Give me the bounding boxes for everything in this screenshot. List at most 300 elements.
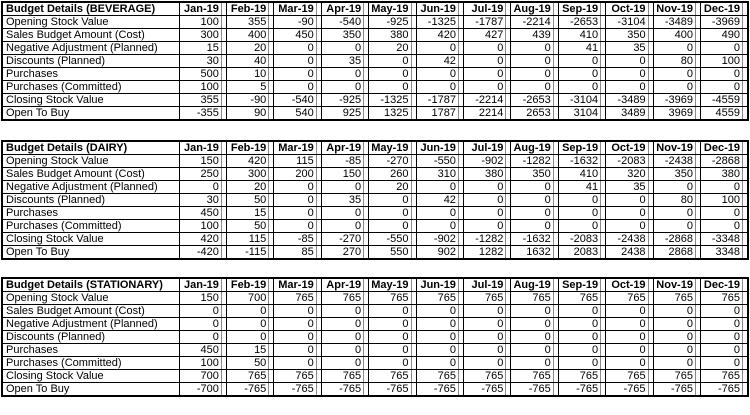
value-cell[interactable]: 0 [558,357,605,370]
value-cell[interactable]: 35 [606,42,653,55]
value-cell[interactable]: 0 [606,81,653,94]
value-cell[interactable]: -4559 [700,94,748,107]
month-header[interactable]: Jul-19 [463,141,510,155]
value-cell[interactable]: 0 [369,318,416,331]
value-cell[interactable]: -3348 [700,233,748,246]
value-cell[interactable]: 0 [653,207,700,220]
value-cell[interactable]: 0 [653,318,700,331]
value-cell[interactable]: -550 [416,155,463,168]
value-cell[interactable]: 0 [463,357,510,370]
value-cell[interactable]: 0 [274,318,321,331]
value-cell[interactable]: -765 [558,383,605,397]
value-cell[interactable]: 0 [274,357,321,370]
value-cell[interactable]: 115 [274,155,321,168]
row-label[interactable]: Purchases [2,344,179,357]
value-cell[interactable]: 0 [369,331,416,344]
value-cell[interactable]: 0 [369,194,416,207]
value-cell[interactable]: 310 [416,168,463,181]
month-header[interactable]: Jan-19 [179,278,226,292]
value-cell[interactable]: 0 [558,318,605,331]
month-header[interactable]: Sep-19 [558,141,605,155]
row-label[interactable]: Purchases (Committed) [2,357,179,370]
value-cell[interactable]: 0 [274,42,321,55]
value-cell[interactable]: 0 [416,42,463,55]
month-header[interactable]: Mar-19 [274,141,321,155]
value-cell[interactable]: 0 [274,68,321,81]
month-header[interactable]: Sep-19 [558,278,605,292]
table-title[interactable]: Budget Details (DAIRY) [2,141,179,155]
value-cell[interactable]: -765 [416,383,463,397]
value-cell[interactable]: 0 [558,194,605,207]
value-cell[interactable]: 1787 [416,107,463,121]
value-cell[interactable]: 0 [511,357,558,370]
month-header[interactable]: Oct-19 [606,141,653,155]
value-cell[interactable]: -270 [369,155,416,168]
value-cell[interactable]: 0 [274,181,321,194]
month-header[interactable]: Apr-19 [321,2,368,16]
value-cell[interactable]: 20 [226,42,273,55]
month-header[interactable]: Mar-19 [274,2,321,16]
value-cell[interactable]: 0 [463,344,510,357]
value-cell[interactable]: -550 [369,233,416,246]
value-cell[interactable]: 0 [274,55,321,68]
value-cell[interactable]: 1325 [369,107,416,121]
table-title[interactable]: Budget Details (BEVERAGE) [2,2,179,16]
value-cell[interactable]: 500 [179,68,226,81]
value-cell[interactable]: 0 [226,331,273,344]
month-header[interactable]: Dec-19 [700,278,748,292]
value-cell[interactable]: 5 [226,81,273,94]
value-cell[interactable]: -355 [179,107,226,121]
value-cell[interactable]: -902 [463,155,510,168]
value-cell[interactable]: 0 [416,344,463,357]
table-title[interactable]: Budget Details (STATIONARY) [2,278,179,292]
value-cell[interactable]: -2214 [511,16,558,29]
value-cell[interactable]: 0 [511,331,558,344]
row-label[interactable]: Discounts (Planned) [2,194,179,207]
value-cell[interactable]: 765 [700,370,748,383]
value-cell[interactable]: 0 [606,357,653,370]
value-cell[interactable]: 0 [511,207,558,220]
value-cell[interactable]: 0 [463,55,510,68]
value-cell[interactable]: 100 [700,55,748,68]
value-cell[interactable]: 0 [321,68,368,81]
row-label[interactable]: Negative Adjustment (Planned) [2,42,179,55]
value-cell[interactable]: -1787 [463,16,510,29]
value-cell[interactable]: 2868 [653,246,700,260]
value-cell[interactable]: 20 [369,181,416,194]
value-cell[interactable]: 0 [463,42,510,55]
value-cell[interactable]: 0 [700,305,748,318]
row-label[interactable]: Purchases [2,68,179,81]
value-cell[interactable]: 765 [274,292,321,305]
value-cell[interactable]: -115 [226,246,273,260]
value-cell[interactable]: 260 [369,168,416,181]
value-cell[interactable]: -270 [321,233,368,246]
value-cell[interactable]: -765 [463,383,510,397]
value-cell[interactable]: 0 [179,318,226,331]
value-cell[interactable]: 50 [226,194,273,207]
value-cell[interactable]: 0 [416,331,463,344]
month-header[interactable]: Dec-19 [700,2,748,16]
month-header[interactable]: May-19 [369,2,416,16]
value-cell[interactable]: 0 [606,318,653,331]
value-cell[interactable]: -700 [179,383,226,397]
value-cell[interactable]: -540 [321,16,368,29]
value-cell[interactable]: -765 [274,383,321,397]
value-cell[interactable]: -2438 [606,233,653,246]
value-cell[interactable]: -1282 [463,233,510,246]
value-cell[interactable]: 0 [511,55,558,68]
value-cell[interactable]: -2083 [606,155,653,168]
value-cell[interactable]: 0 [653,331,700,344]
value-cell[interactable]: 0 [511,318,558,331]
value-cell[interactable]: 2214 [463,107,510,121]
value-cell[interactable]: 0 [369,207,416,220]
value-cell[interactable]: 0 [653,344,700,357]
row-label[interactable]: Open To Buy [2,246,179,260]
month-header[interactable]: Jun-19 [416,278,463,292]
value-cell[interactable]: 0 [511,344,558,357]
row-label[interactable]: Open To Buy [2,107,179,121]
month-header[interactable]: Jan-19 [179,141,226,155]
value-cell[interactable]: 0 [369,305,416,318]
value-cell[interactable]: 0 [274,344,321,357]
value-cell[interactable]: 0 [274,81,321,94]
value-cell[interactable]: 0 [226,305,273,318]
value-cell[interactable]: -3104 [606,16,653,29]
value-cell[interactable]: 100 [179,16,226,29]
value-cell[interactable]: 380 [700,168,748,181]
value-cell[interactable]: 765 [558,292,605,305]
row-label[interactable]: Closing Stock Value [2,370,179,383]
value-cell[interactable]: 550 [369,246,416,260]
value-cell[interactable]: 427 [463,29,510,42]
value-cell[interactable]: 15 [226,207,273,220]
value-cell[interactable]: 1632 [511,246,558,260]
value-cell[interactable]: -2868 [653,233,700,246]
month-header[interactable]: May-19 [369,141,416,155]
value-cell[interactable]: 0 [369,81,416,94]
value-cell[interactable]: 0 [274,331,321,344]
value-cell[interactable]: 0 [558,207,605,220]
value-cell[interactable]: 0 [321,331,368,344]
value-cell[interactable]: 0 [463,331,510,344]
value-cell[interactable]: -765 [653,383,700,397]
value-cell[interactable]: 2653 [511,107,558,121]
value-cell[interactable]: 0 [606,207,653,220]
value-cell[interactable]: 439 [511,29,558,42]
value-cell[interactable]: 765 [226,370,273,383]
row-label[interactable]: Sales Budget Amount (Cost) [2,305,179,318]
value-cell[interactable]: 150 [179,155,226,168]
value-cell[interactable]: 0 [606,68,653,81]
month-header[interactable]: Jul-19 [463,2,510,16]
value-cell[interactable]: -420 [179,246,226,260]
month-header[interactable]: Aug-19 [511,278,558,292]
value-cell[interactable]: 0 [179,181,226,194]
value-cell[interactable]: 0 [463,305,510,318]
value-cell[interactable]: 765 [416,370,463,383]
value-cell[interactable]: 765 [369,370,416,383]
value-cell[interactable]: 355 [226,16,273,29]
value-cell[interactable]: 150 [179,292,226,305]
month-header[interactable]: Jun-19 [416,2,463,16]
value-cell[interactable]: 20 [226,181,273,194]
value-cell[interactable]: 765 [463,292,510,305]
value-cell[interactable]: 0 [369,220,416,233]
month-header[interactable]: Feb-19 [226,278,273,292]
value-cell[interactable]: -925 [321,94,368,107]
value-cell[interactable]: 2083 [558,246,605,260]
row-label[interactable]: Sales Budget Amount (Cost) [2,168,179,181]
value-cell[interactable]: 41 [558,42,605,55]
value-cell[interactable]: 350 [511,168,558,181]
value-cell[interactable]: 420 [416,29,463,42]
row-label[interactable]: Opening Stock Value [2,292,179,305]
value-cell[interactable]: -765 [226,383,273,397]
value-cell[interactable]: 0 [700,220,748,233]
value-cell[interactable]: 100 [700,194,748,207]
value-cell[interactable]: 10 [226,68,273,81]
value-cell[interactable]: -1325 [369,94,416,107]
value-cell[interactable]: -1632 [511,233,558,246]
value-cell[interactable]: 0 [653,305,700,318]
value-cell[interactable]: 0 [463,194,510,207]
value-cell[interactable]: -2653 [511,94,558,107]
value-cell[interactable]: -765 [511,383,558,397]
value-cell[interactable]: 765 [321,370,368,383]
value-cell[interactable]: 0 [511,181,558,194]
value-cell[interactable]: 380 [369,29,416,42]
value-cell[interactable]: -3489 [653,16,700,29]
value-cell[interactable]: 765 [653,370,700,383]
value-cell[interactable]: -1282 [511,155,558,168]
value-cell[interactable]: -85 [321,155,368,168]
value-cell[interactable]: -90 [274,16,321,29]
value-cell[interactable]: 0 [700,357,748,370]
value-cell[interactable]: -765 [700,383,748,397]
value-cell[interactable]: 420 [226,155,273,168]
value-cell[interactable]: 3348 [700,246,748,260]
value-cell[interactable]: -2214 [463,94,510,107]
value-cell[interactable]: 400 [653,29,700,42]
value-cell[interactable]: 300 [179,29,226,42]
month-header[interactable]: Dec-19 [700,141,748,155]
value-cell[interactable]: 15 [179,42,226,55]
value-cell[interactable]: 0 [463,220,510,233]
value-cell[interactable]: 765 [606,292,653,305]
value-cell[interactable]: 300 [226,168,273,181]
value-cell[interactable]: 0 [463,81,510,94]
value-cell[interactable]: 765 [369,292,416,305]
value-cell[interactable]: 30 [179,55,226,68]
value-cell[interactable]: 90 [226,107,273,121]
value-cell[interactable]: 0 [653,181,700,194]
value-cell[interactable]: 0 [416,318,463,331]
value-cell[interactable]: 0 [700,344,748,357]
row-label[interactable]: Sales Budget Amount (Cost) [2,29,179,42]
value-cell[interactable]: 0 [558,81,605,94]
value-cell[interactable]: 0 [511,220,558,233]
value-cell[interactable]: 765 [511,370,558,383]
value-cell[interactable]: 400 [226,29,273,42]
value-cell[interactable]: 902 [416,246,463,260]
value-cell[interactable]: 85 [274,246,321,260]
value-cell[interactable]: 20 [369,42,416,55]
value-cell[interactable]: 320 [606,168,653,181]
value-cell[interactable]: 0 [274,194,321,207]
value-cell[interactable]: 0 [511,68,558,81]
value-cell[interactable]: 15 [226,344,273,357]
row-label[interactable]: Opening Stock Value [2,155,179,168]
value-cell[interactable]: -3489 [606,94,653,107]
month-header[interactable]: Aug-19 [511,141,558,155]
value-cell[interactable]: 925 [321,107,368,121]
value-cell[interactable]: -765 [369,383,416,397]
month-header[interactable]: Apr-19 [321,141,368,155]
value-cell[interactable]: 0 [558,344,605,357]
value-cell[interactable]: 0 [416,181,463,194]
value-cell[interactable]: 80 [653,194,700,207]
value-cell[interactable]: 0 [700,81,748,94]
value-cell[interactable]: 0 [416,357,463,370]
value-cell[interactable]: 0 [321,81,368,94]
month-header[interactable]: May-19 [369,278,416,292]
value-cell[interactable]: 0 [321,318,368,331]
value-cell[interactable]: 0 [558,55,605,68]
row-label[interactable]: Open To Buy [2,383,179,397]
value-cell[interactable]: 0 [653,357,700,370]
value-cell[interactable]: 0 [511,194,558,207]
value-cell[interactable]: 350 [321,29,368,42]
month-header[interactable]: Oct-19 [606,2,653,16]
value-cell[interactable]: 490 [700,29,748,42]
value-cell[interactable]: 765 [511,292,558,305]
value-cell[interactable]: 0 [606,305,653,318]
row-label[interactable]: Discounts (Planned) [2,331,179,344]
value-cell[interactable]: 0 [606,344,653,357]
value-cell[interactable]: 0 [511,81,558,94]
value-cell[interactable]: -765 [321,383,368,397]
value-cell[interactable]: 0 [369,55,416,68]
value-cell[interactable]: 3104 [558,107,605,121]
value-cell[interactable]: 0 [558,220,605,233]
value-cell[interactable]: 765 [653,292,700,305]
value-cell[interactable]: 0 [606,220,653,233]
value-cell[interactable]: 765 [274,370,321,383]
value-cell[interactable]: 0 [321,357,368,370]
month-header[interactable]: Apr-19 [321,278,368,292]
row-label[interactable]: Closing Stock Value [2,94,179,107]
value-cell[interactable]: 0 [226,318,273,331]
value-cell[interactable]: 200 [274,168,321,181]
value-cell[interactable]: -1632 [558,155,605,168]
value-cell[interactable]: -90 [226,94,273,107]
value-cell[interactable]: 700 [179,370,226,383]
value-cell[interactable]: 420 [179,233,226,246]
value-cell[interactable]: 0 [700,42,748,55]
month-header[interactable]: Sep-19 [558,2,605,16]
month-header[interactable]: Nov-19 [653,2,700,16]
row-label[interactable]: Opening Stock Value [2,16,179,29]
value-cell[interactable]: 0 [463,318,510,331]
value-cell[interactable]: -1787 [416,94,463,107]
value-cell[interactable]: 3489 [606,107,653,121]
value-cell[interactable]: 0 [653,42,700,55]
value-cell[interactable]: 765 [463,370,510,383]
month-header[interactable]: Jun-19 [416,141,463,155]
value-cell[interactable]: -902 [416,233,463,246]
value-cell[interactable]: 0 [653,220,700,233]
value-cell[interactable]: 0 [179,331,226,344]
month-header[interactable]: Jan-19 [179,2,226,16]
value-cell[interactable]: 3969 [653,107,700,121]
month-header[interactable]: Aug-19 [511,2,558,16]
value-cell[interactable]: 410 [558,168,605,181]
value-cell[interactable]: 50 [226,357,273,370]
value-cell[interactable]: 0 [558,305,605,318]
value-cell[interactable]: 0 [463,68,510,81]
value-cell[interactable]: 35 [321,55,368,68]
value-cell[interactable]: 250 [179,168,226,181]
value-cell[interactable]: 765 [606,370,653,383]
row-label[interactable]: Purchases (Committed) [2,220,179,233]
row-label[interactable]: Purchases [2,207,179,220]
value-cell[interactable]: 0 [321,305,368,318]
value-cell[interactable]: 0 [653,81,700,94]
value-cell[interactable]: 0 [321,181,368,194]
value-cell[interactable]: 0 [416,305,463,318]
value-cell[interactable]: 0 [179,305,226,318]
value-cell[interactable]: -2868 [700,155,748,168]
value-cell[interactable]: 100 [179,81,226,94]
value-cell[interactable]: 0 [321,220,368,233]
value-cell[interactable]: 0 [511,42,558,55]
value-cell[interactable]: 0 [274,220,321,233]
value-cell[interactable]: 410 [558,29,605,42]
value-cell[interactable]: 0 [416,81,463,94]
month-header[interactable]: Nov-19 [653,141,700,155]
value-cell[interactable]: -3104 [558,94,605,107]
value-cell[interactable]: 765 [321,292,368,305]
value-cell[interactable]: 2438 [606,246,653,260]
value-cell[interactable]: 0 [463,181,510,194]
value-cell[interactable]: 0 [416,68,463,81]
value-cell[interactable]: 4559 [700,107,748,121]
value-cell[interactable]: 0 [606,194,653,207]
row-label[interactable]: Purchases (Committed) [2,81,179,94]
value-cell[interactable]: 0 [606,55,653,68]
month-header[interactable]: Oct-19 [606,278,653,292]
value-cell[interactable]: 42 [416,194,463,207]
value-cell[interactable]: 100 [179,357,226,370]
value-cell[interactable]: 41 [558,181,605,194]
row-label[interactable]: Closing Stock Value [2,233,179,246]
value-cell[interactable]: 150 [321,168,368,181]
value-cell[interactable]: 0 [416,207,463,220]
month-header[interactable]: Mar-19 [274,278,321,292]
value-cell[interactable]: 0 [653,68,700,81]
value-cell[interactable]: -540 [274,94,321,107]
value-cell[interactable]: 35 [321,194,368,207]
value-cell[interactable]: 0 [416,220,463,233]
value-cell[interactable]: 765 [700,292,748,305]
row-label[interactable]: Negative Adjustment (Planned) [2,181,179,194]
value-cell[interactable]: -1325 [416,16,463,29]
value-cell[interactable]: 0 [321,207,368,220]
value-cell[interactable]: -3969 [653,94,700,107]
